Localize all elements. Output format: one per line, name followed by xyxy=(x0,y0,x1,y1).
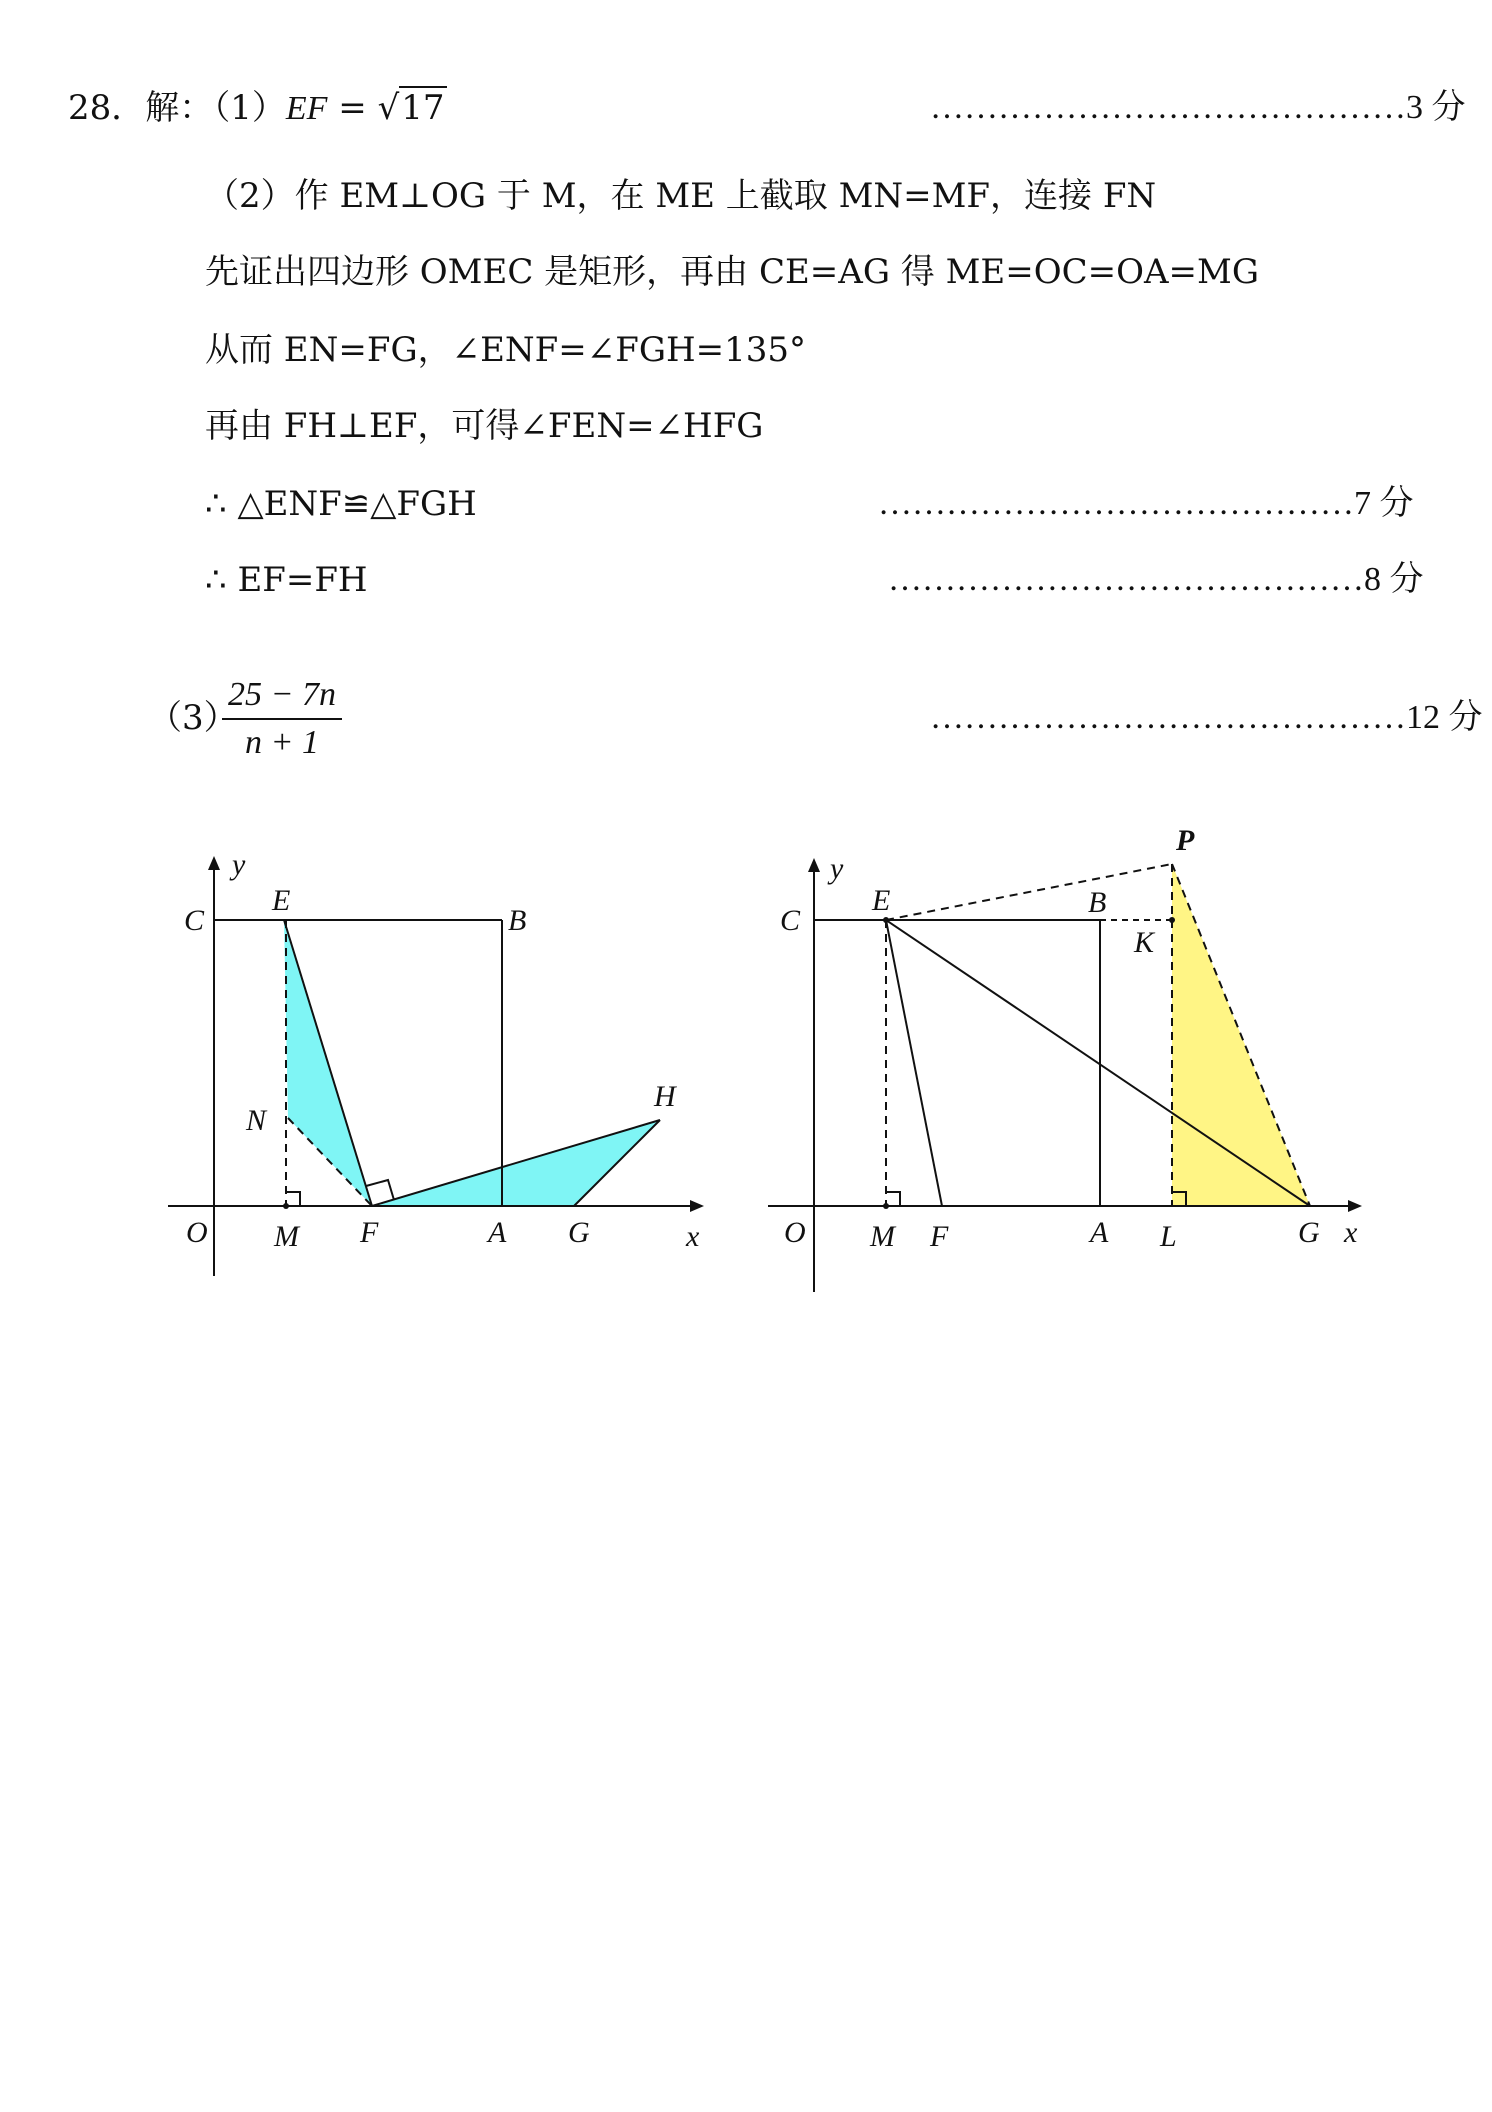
part2-intro: （2）作 EM⊥OG 于 M，在 ME 上截取 MN=MF，连接 FN xyxy=(205,176,1157,216)
fig2-label-k: K xyxy=(1134,926,1155,959)
fig2-label-g: G xyxy=(1298,1216,1320,1249)
fraction-numerator: 25 − 7n xyxy=(222,676,342,720)
fig2-x-arrow xyxy=(1348,1200,1362,1212)
fig2-point-k xyxy=(1169,917,1175,923)
part1-score: ……………………………………3 分 xyxy=(930,89,1466,126)
fig2-label-e: E xyxy=(872,884,891,917)
fig2-point-m xyxy=(883,1203,889,1209)
fig2-label-a: A xyxy=(1090,1216,1109,1249)
fig1-label-n: N xyxy=(246,1104,267,1137)
equals-sign: = xyxy=(327,88,378,128)
fig2-y-arrow xyxy=(808,858,820,872)
fig1-label-x: x xyxy=(686,1220,700,1253)
fig2-segment-ep xyxy=(886,864,1172,920)
fraction-denominator: n + 1 xyxy=(245,724,319,761)
fig1-label-b: B xyxy=(508,904,527,937)
part2-line5-score: ……………………………………7 分 xyxy=(878,485,1414,522)
fig1-label-y: y xyxy=(232,848,246,881)
fig2-label-p: P xyxy=(1176,824,1195,857)
part3-score: ……………………………………12 分 xyxy=(930,699,1483,736)
part2-line4: 再由 FH⊥EF，可得∠FEN=∠HFG xyxy=(205,406,764,446)
fig1-label-o: O xyxy=(186,1216,208,1249)
expr-ef: EF xyxy=(285,90,328,127)
fig1-label-c: C xyxy=(184,904,205,937)
part2-line6-score: ……………………………………8 分 xyxy=(888,561,1424,598)
sqrt-sign: √ xyxy=(377,88,400,128)
fig2-point-e xyxy=(883,917,889,923)
fig2-label-m: M xyxy=(870,1220,895,1253)
fig1-label-e: E xyxy=(272,884,291,917)
fig2-label-c: C xyxy=(780,904,801,937)
fig2-label-x: x xyxy=(1344,1216,1358,1249)
fig1-label-m: M xyxy=(274,1220,299,1253)
fig1-label-g: G xyxy=(568,1216,590,1249)
part2-line2: 先证出四边形 OMEC 是矩形，再由 CE=AG 得 ME=OC=OA=MG xyxy=(205,252,1259,292)
part2-line3: 从而 EN=FG，∠ENF=∠FGH=135° xyxy=(205,330,807,370)
fig1-label-f: F xyxy=(360,1216,379,1249)
problem-header: 28．解：（1） xyxy=(68,88,286,128)
part2-line5: ∴ △ENF≌△FGH xyxy=(205,484,477,524)
part3-label: （3） xyxy=(148,698,238,738)
fig1-label-h: H xyxy=(654,1080,676,1113)
fig2-label-b: B xyxy=(1088,886,1107,919)
part2-line6: ∴ EF=FH xyxy=(205,560,368,600)
fig1-label-a: A xyxy=(488,1216,507,1249)
fig2-segment-ef xyxy=(886,920,942,1206)
fig2-label-y: y xyxy=(830,852,844,885)
fig2-label-f: F xyxy=(930,1220,949,1253)
fig2-label-o: O xyxy=(784,1216,806,1249)
fig2-label-l: L xyxy=(1160,1220,1177,1253)
sqrt-radicand: 17 xyxy=(401,88,445,128)
